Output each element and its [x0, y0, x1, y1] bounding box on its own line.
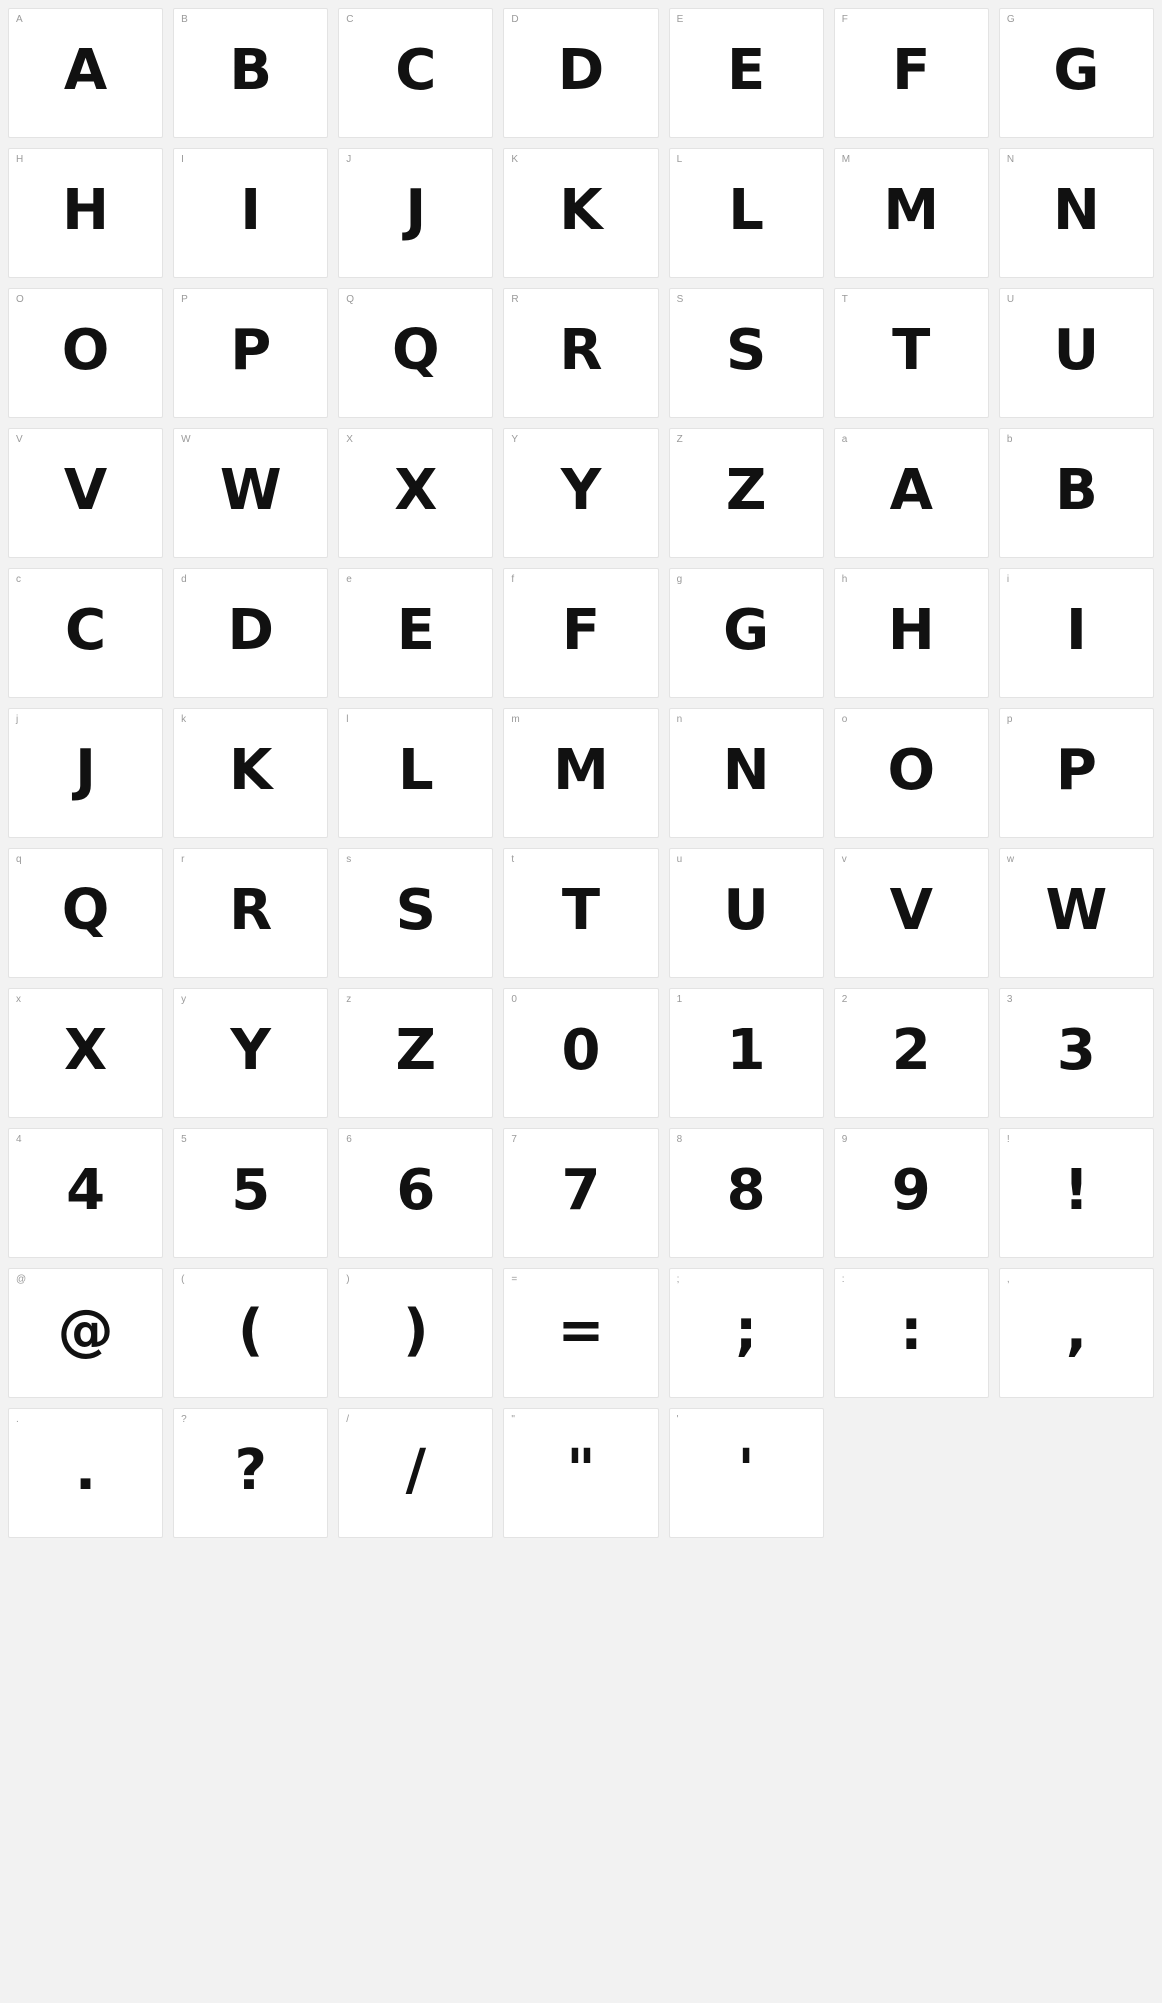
glyph-cell[interactable]: [338, 848, 493, 978]
glyph-cell[interactable]: [669, 848, 824, 978]
glyph-code-label: k: [181, 714, 187, 725]
glyph-code-label: ": [511, 1414, 516, 1425]
glyph-character: S: [725, 318, 767, 383]
glyph-code-label: B: [181, 14, 189, 25]
glyph-character: G: [1053, 38, 1100, 103]
glyph-character: K: [559, 178, 603, 243]
glyph-code-label: !: [1006, 1134, 1010, 1145]
glyph-character: O: [61, 318, 110, 383]
glyph-character: H: [887, 598, 935, 663]
glyph-character: X: [394, 458, 438, 523]
glyph-character: J: [405, 178, 427, 243]
glyph-cell[interactable]: [999, 988, 1154, 1118]
glyph-character: .: [74, 1438, 97, 1503]
glyph-character: 4: [66, 1158, 106, 1223]
glyph-code-label: D: [511, 14, 519, 25]
glyph-code-label: f: [511, 574, 515, 585]
glyph-cell[interactable]: [503, 1128, 658, 1258]
glyph-character: Y: [230, 1018, 271, 1083]
glyph-cell[interactable]: [8, 988, 163, 1118]
glyph-cell[interactable]: [834, 708, 989, 838]
glyph-cell[interactable]: [999, 848, 1154, 978]
glyph-character: ": [566, 1438, 596, 1503]
glyph-character: 0: [561, 1018, 601, 1083]
glyph-cell[interactable]: [8, 428, 163, 558]
glyph-code-label: =: [511, 1274, 518, 1285]
glyph-code-label: c: [16, 574, 22, 585]
glyph-code-label: 7: [511, 1134, 518, 1145]
glyph-cell[interactable]: [503, 1268, 658, 1398]
glyph-character: ': [737, 1438, 755, 1503]
glyph-code-label: t: [511, 854, 515, 865]
glyph-cell[interactable]: [173, 1268, 328, 1398]
glyph-code-label: Z: [676, 434, 683, 445]
glyph-character: R: [229, 878, 273, 943]
glyph-character: P: [1055, 738, 1097, 803]
glyph-cell[interactable]: [834, 1268, 989, 1398]
glyph-code-label: .: [16, 1414, 19, 1425]
glyph-character: F: [561, 598, 601, 663]
glyph-character: L: [398, 738, 434, 803]
glyph-cell[interactable]: [834, 568, 989, 698]
glyph-cell[interactable]: [669, 428, 824, 558]
glyph-cell[interactable]: [173, 288, 328, 418]
glyph-cell[interactable]: [503, 568, 658, 698]
glyph-character: ?: [234, 1438, 267, 1503]
glyph-cell-empty: [999, 1408, 1154, 1538]
glyph-code-label: K: [511, 154, 519, 165]
glyph-character: E: [396, 598, 435, 663]
glyph-cell[interactable]: [338, 1408, 493, 1538]
glyph-cell[interactable]: [173, 8, 328, 138]
glyph-code-label: (: [181, 1274, 185, 1285]
glyph-cell[interactable]: [669, 988, 824, 1118]
glyph-character: /: [405, 1438, 427, 1503]
glyph-code-label: L: [676, 154, 683, 165]
glyph-character: B: [1055, 458, 1098, 523]
glyph-cell[interactable]: [338, 988, 493, 1118]
glyph-character: 6: [396, 1158, 436, 1223]
glyph-cell[interactable]: [834, 428, 989, 558]
glyph-character: K: [229, 738, 273, 803]
glyph-code-label: U: [1006, 294, 1015, 305]
glyph-cell[interactable]: [338, 1128, 493, 1258]
glyph-cell[interactable]: [338, 568, 493, 698]
glyph-code-label: d: [181, 574, 187, 585]
glyph-cell[interactable]: [999, 288, 1154, 418]
glyph-character: O: [887, 738, 936, 803]
glyph-cell[interactable]: [338, 8, 493, 138]
glyph-character: V: [889, 878, 933, 943]
glyph-character: V: [63, 458, 108, 523]
glyph-code-label: G: [1006, 14, 1015, 25]
glyph-cell[interactable]: [173, 148, 328, 278]
glyph-character: 5: [231, 1158, 271, 1223]
glyph-character: H: [62, 178, 109, 243]
glyph-code-label: 3: [1006, 994, 1013, 1005]
glyph-character: P: [230, 318, 272, 383]
glyph-code-label: u: [676, 854, 683, 865]
glyph-character: D: [227, 598, 274, 663]
glyph-character: =: [557, 1298, 605, 1363]
glyph-character: D: [557, 38, 605, 103]
glyph-code-label: g: [676, 574, 683, 585]
glyph-code-label: R: [511, 294, 519, 305]
glyph-code-label: l: [346, 714, 349, 725]
glyph-code-label: T: [841, 294, 849, 305]
glyph-character: N: [722, 738, 770, 803]
glyph-code-label: X: [346, 434, 354, 445]
glyph-code-label: ,: [1006, 1274, 1010, 1285]
glyph-code-label: 9: [841, 1134, 848, 1145]
glyph-cell[interactable]: [503, 148, 658, 278]
glyph-code-label: E: [676, 14, 684, 25]
glyph-character: U: [1053, 318, 1100, 383]
glyph-character: E: [727, 38, 766, 103]
glyph-cell[interactable]: [999, 1268, 1154, 1398]
glyph-cell[interactable]: [834, 148, 989, 278]
glyph-code-label: Q: [346, 294, 355, 305]
glyph-cell[interactable]: [834, 1128, 989, 1258]
glyph-character: J: [75, 738, 96, 803]
glyph-cell[interactable]: [8, 708, 163, 838]
glyph-code-label: p: [1006, 714, 1013, 725]
glyph-code-label: M: [841, 154, 851, 165]
glyph-code-label: /: [346, 1414, 350, 1425]
glyph-cell[interactable]: [173, 708, 328, 838]
glyph-character: Z: [725, 458, 767, 523]
glyph-character: S: [395, 878, 437, 943]
glyph-code-label: S: [676, 294, 684, 305]
glyph-character: M: [553, 738, 609, 803]
glyph-cell[interactable]: [669, 1268, 824, 1398]
glyph-character: I: [1065, 598, 1087, 663]
glyph-character: U: [723, 878, 769, 943]
glyph-cell[interactable]: [834, 288, 989, 418]
glyph-code-label: ?: [181, 1414, 187, 1425]
glyph-code-label: r: [181, 854, 185, 865]
glyph-cell[interactable]: [834, 8, 989, 138]
glyph-character: C: [395, 38, 437, 103]
glyph-character: !: [1063, 1158, 1090, 1223]
glyph-cell[interactable]: [173, 988, 328, 1118]
glyph-code-label: 1: [676, 994, 683, 1005]
glyph-code-label: w: [1006, 854, 1015, 865]
glyph-code-label: v: [841, 854, 847, 865]
glyph-code-label: e: [346, 574, 353, 585]
glyph-code-label: 2: [841, 994, 848, 1005]
glyph-cell[interactable]: [173, 1408, 328, 1538]
glyph-cell[interactable]: [8, 288, 163, 418]
glyph-character: W: [219, 458, 282, 523]
glyph-cell[interactable]: [669, 1128, 824, 1258]
glyph-code-label: J: [346, 154, 352, 165]
glyph-cell[interactable]: [669, 288, 824, 418]
glyph-code-label: ': [676, 1414, 679, 1425]
glyph-cell[interactable]: [173, 568, 328, 698]
glyph-code-label: P: [181, 294, 189, 305]
glyph-character: :: [900, 1298, 923, 1363]
glyph-cell[interactable]: [8, 1268, 163, 1398]
glyph-code-label: 8: [676, 1134, 683, 1145]
glyph-character: R: [559, 318, 603, 383]
glyph-code-label: C: [346, 14, 354, 25]
glyph-code-label: N: [1006, 154, 1015, 165]
glyph-cell[interactable]: [8, 148, 163, 278]
glyph-cell[interactable]: [999, 1128, 1154, 1258]
glyph-code-label: F: [841, 14, 849, 25]
glyph-character: 7: [561, 1158, 601, 1223]
glyph-code-label: q: [16, 854, 22, 865]
glyph-cell[interactable]: [999, 568, 1154, 698]
glyph-character: X: [63, 1018, 108, 1083]
glyph-character: M: [883, 178, 940, 243]
glyph-character: N: [1052, 178, 1100, 243]
glyph-cell[interactable]: [173, 1128, 328, 1258]
glyph-cell[interactable]: [669, 148, 824, 278]
glyph-cell[interactable]: [8, 1408, 163, 1538]
glyph-code-label: b: [1006, 434, 1013, 445]
glyph-character: B: [229, 38, 273, 103]
glyph-character: Y: [560, 458, 602, 523]
glyph-character: F: [892, 38, 931, 103]
glyph-code-label: I: [181, 154, 185, 165]
glyph-cell[interactable]: [503, 848, 658, 978]
glyph-cell[interactable]: [8, 848, 163, 978]
glyph-cell-empty: [834, 1408, 989, 1538]
glyph-cell[interactable]: [999, 428, 1154, 558]
glyph-character: (: [237, 1298, 264, 1363]
glyph-cell[interactable]: [338, 1268, 493, 1398]
glyph-character: C: [65, 598, 107, 663]
glyph-code-label: 4: [16, 1134, 22, 1145]
glyph-code-label: o: [841, 714, 848, 725]
glyph-cell[interactable]: [834, 988, 989, 1118]
glyph-cell[interactable]: [503, 8, 658, 138]
glyph-cell[interactable]: [503, 1408, 658, 1538]
glyph-code-label: ): [346, 1274, 350, 1285]
glyph-cell[interactable]: [503, 988, 658, 1118]
glyph-code-label: 0: [511, 994, 518, 1005]
glyph-cell[interactable]: [338, 708, 493, 838]
glyph-code-label: 6: [346, 1134, 353, 1145]
glyph-cell[interactable]: [338, 148, 493, 278]
glyph-cell[interactable]: [173, 848, 328, 978]
glyph-character: Q: [61, 878, 110, 943]
glyph-code-label: a: [841, 434, 848, 445]
glyph-character: T: [561, 878, 601, 943]
glyph-cell[interactable]: [669, 8, 824, 138]
glyph-character: ,: [1065, 1298, 1088, 1363]
glyph-cell[interactable]: [8, 8, 163, 138]
glyph-character: I: [240, 178, 262, 243]
glyph-cell[interactable]: [338, 288, 493, 418]
glyph-character: Z: [395, 1018, 437, 1083]
glyph-character: Q: [392, 318, 440, 383]
glyph-cell[interactable]: [8, 568, 163, 698]
glyph-character: 3: [1056, 1018, 1096, 1083]
glyph-character: ): [403, 1298, 429, 1363]
glyph-code-label: j: [16, 714, 19, 725]
glyph-character: @: [57, 1298, 114, 1363]
glyph-code-label: :: [841, 1274, 845, 1285]
glyph-code-label: V: [16, 434, 23, 445]
glyph-character: A: [63, 38, 108, 103]
glyph-code-label: z: [346, 994, 352, 1005]
glyph-cell[interactable]: [834, 848, 989, 978]
glyph-code-label: m: [511, 714, 520, 725]
glyph-cell[interactable]: [669, 708, 824, 838]
glyph-code-label: @: [16, 1274, 27, 1285]
glyph-code-label: y: [181, 994, 187, 1005]
glyph-character: W: [1045, 878, 1108, 943]
glyph-code-label: n: [676, 714, 683, 725]
glyph-cell[interactable]: [503, 288, 658, 418]
glyph-cell[interactable]: [338, 428, 493, 558]
glyph-code-label: H: [16, 154, 24, 165]
glyph-code-label: O: [16, 294, 24, 305]
glyph-code-label: ;: [676, 1274, 680, 1285]
glyph-character: A: [889, 458, 933, 523]
glyph-character: 1: [726, 1018, 766, 1083]
glyph-cell[interactable]: [669, 568, 824, 698]
glyph-code-label: h: [841, 574, 848, 585]
glyph-character: G: [723, 598, 770, 663]
glyph-character: L: [728, 178, 764, 243]
glyph-code-label: x: [16, 994, 22, 1005]
glyph-character: 8: [726, 1158, 766, 1223]
glyph-code-label: A: [16, 14, 23, 25]
glyph-cell[interactable]: [999, 708, 1154, 838]
glyph-cell[interactable]: [173, 428, 328, 558]
glyph-cell[interactable]: [999, 8, 1154, 138]
glyph-character: 9: [891, 1158, 931, 1223]
glyph-cell[interactable]: [503, 428, 658, 558]
glyph-cell[interactable]: [8, 1128, 163, 1258]
glyph-code-label: i: [1006, 574, 1010, 585]
glyph-character: 2: [891, 1018, 931, 1083]
glyph-character: T: [892, 318, 931, 383]
glyph-character: ;: [734, 1298, 758, 1363]
glyph-cell[interactable]: [999, 148, 1154, 278]
glyph-code-label: 5: [181, 1134, 187, 1145]
glyph-cell[interactable]: [669, 1408, 824, 1538]
glyph-cell[interactable]: [503, 708, 658, 838]
glyph-code-label: W: [181, 434, 191, 445]
glyph-code-label: s: [346, 854, 352, 865]
glyph-code-label: Y: [511, 434, 519, 445]
